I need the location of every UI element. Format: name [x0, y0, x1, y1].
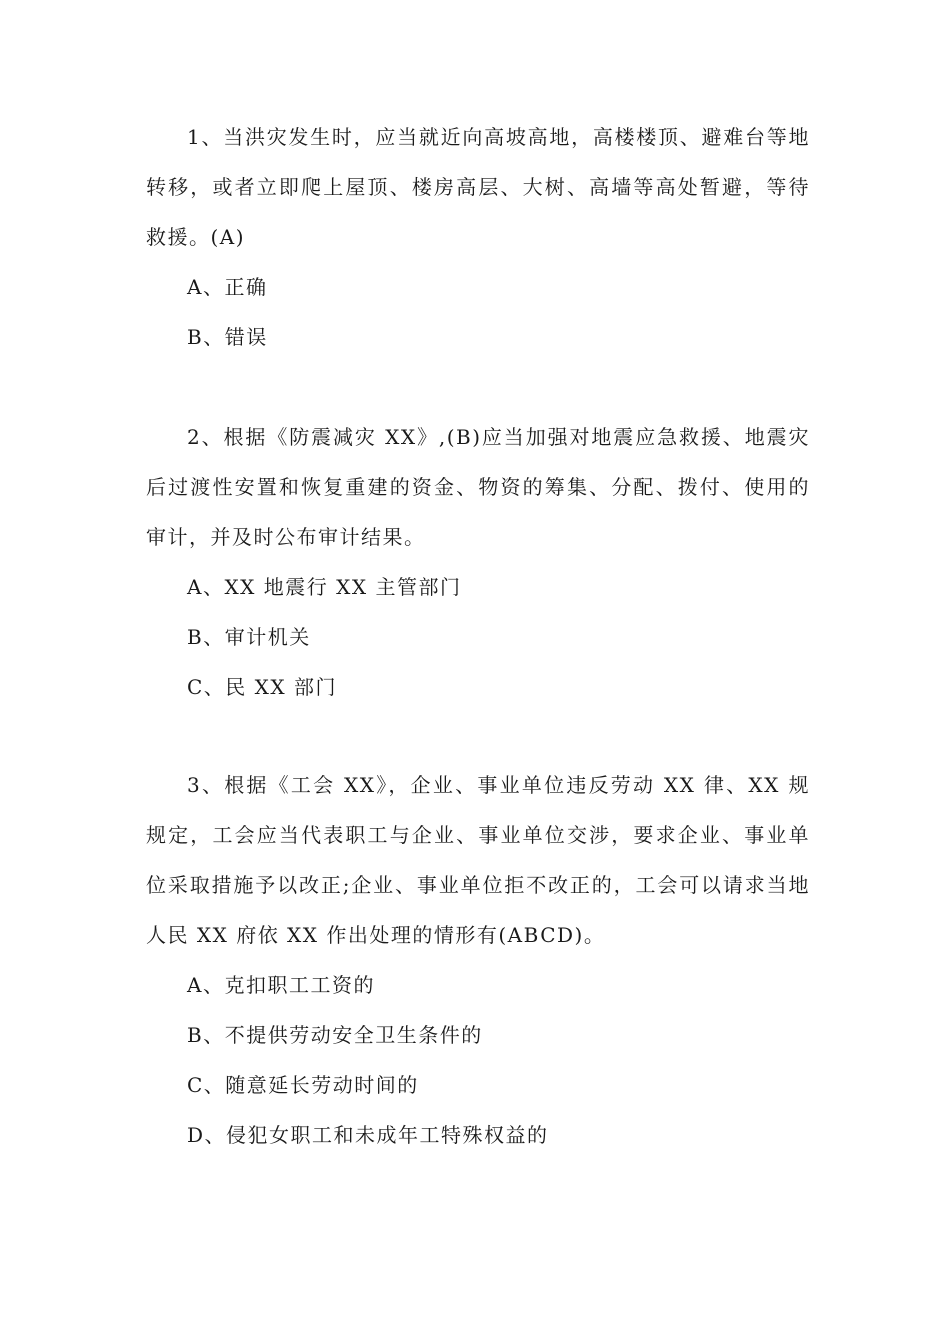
option-b: B、错误: [187, 325, 268, 349]
question-3: [146, 760, 810, 1160]
option-c: C、随意延长劳动时间的: [187, 1073, 419, 1097]
option-list: [146, 960, 810, 1160]
option-a: A、XX 地震行 XX 主管部门: [187, 575, 462, 599]
question-stem: 2、根据《防震减灾 XX》,(B)应当加强对地震应急救援、地震灾后过渡性安置和恢复重建的资金、物资的筹集、分配、拨付、使用的审计，并及时公布审计结果。: [146, 425, 810, 549]
option-a: A、克扣职工工资的: [187, 973, 375, 997]
option-c: C、民 XX 部门: [187, 675, 337, 699]
option-list: [146, 562, 810, 712]
option-a: A、正确: [187, 275, 268, 299]
question-2: [146, 412, 810, 712]
question-1: [146, 112, 810, 362]
option-d: D、侵犯女职工和未成年工特殊权益的: [187, 1123, 549, 1147]
question-stem: 3、根据《工会 XX》，企业、事业单位违反劳动 XX 律、XX 规规定，工会应当代表职工与企业、事业单位交涉，要求企业、事业单位采取措施予以改正;企业、事业单位拒不改正的，工会可以请求当地人民 XX 府依 XX 作出处理的情形有(ABCD)。: [146, 773, 810, 947]
option-list: [146, 262, 810, 362]
option-b: B、不提供劳动安全卫生条件的: [187, 1023, 483, 1047]
option-b: B、审计机关: [187, 625, 311, 649]
question-stem: 1、当洪灾发生时，应当就近向高坡高地，高楼楼顶、避难台等地转移，或者立即爬上屋顶、楼房高层、大树、高墙等高处暂避，等待救援。(A): [146, 125, 810, 249]
